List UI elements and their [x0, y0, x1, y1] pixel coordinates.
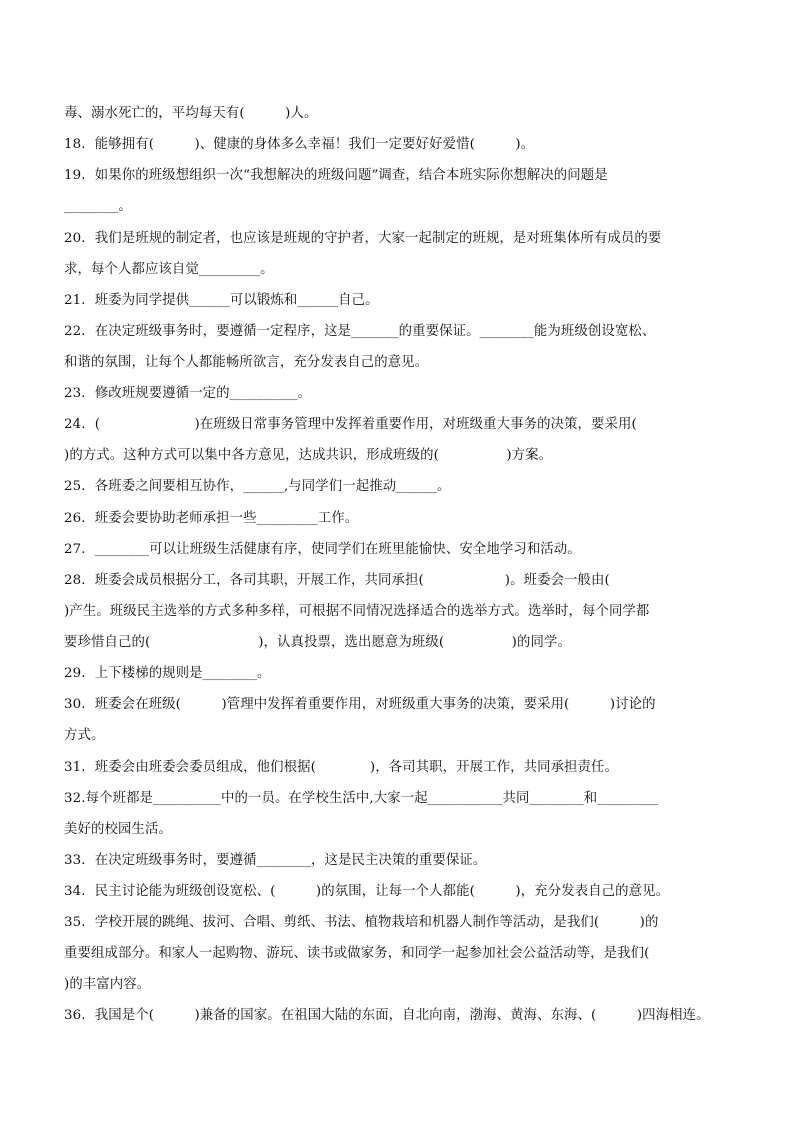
- text-line: 29．上下楼梯的规则是________。: [64, 666, 271, 681]
- text-line: 求，每个人都应该自觉_________。: [64, 262, 274, 277]
- text-line: 34．民主讨论能为班级创设宽松、( )的氛围，让每一个人都能( )，充分发表自己的意见。: [64, 884, 670, 899]
- text-line: 毒、溺水死亡的，平均每天有( )人。: [64, 106, 318, 121]
- text-line: ________。: [64, 199, 132, 214]
- text-line: 25．各班委之间要相互协作，______,与同学们一起推动______。: [64, 479, 451, 494]
- text-line: 19．如果你的班级想组织一次“我想解决的班级问题”调查，结合本班实际你想解决的问题是: [64, 168, 608, 183]
- text-line: )的方式。这种方式可以集中各方意见，达成共识，形成班级的( )方案。: [64, 448, 553, 463]
- text-line: 35．学校开展的跳绳、拔河、合唱、剪纸、书法、植物栽培和机器人制作等活动，是我们( )的: [64, 915, 659, 930]
- text-line: 33．在决定班级事务时，要遵循________，这是民主决策的重要保证。: [64, 853, 487, 868]
- text-line: 26．班委会要协助老师承担一些_________工作。: [64, 511, 359, 526]
- text-line: 24．( )在班级日常事务管理中发挥着重要作用，对班级重大事务的决策，要采用(: [64, 417, 637, 432]
- text-line: 重要组成部分。和家人一起购物、游玩、读书或做家务，和同学一起参加社会公益活动等，是我们(: [64, 946, 650, 961]
- text-line: 18．能够拥有( )、健康的身体多么幸福！我们一定要好好爱惜( )。: [64, 137, 535, 152]
- text-line: 20．我们是班规的制定者，也应该是班规的守护者，大家一起制定的班规，是对班集体所有成员的要: [64, 231, 662, 246]
- text-line: 30．班委会在班级( )管理中发挥着重要作用，对班级重大事务的决策，要采用( )讨论的: [64, 697, 656, 712]
- text-line: 27．________可以让班级生活健康有序，使同学们在班里能愉快、安全地学习和活动。: [64, 542, 581, 557]
- text-line: 36．我国是个( )兼备的国家。在祖国大陆的东面，自北向南，渤海、黄海、东海、( )四海相连。: [64, 1008, 710, 1023]
- text-line: 和谐的氛围，让每个人都能畅所欲言，充分发表自己的意见。: [64, 355, 429, 370]
- text-line: 21．班委为同学提供______可以锻炼和______自己。: [64, 293, 379, 308]
- text-line: 23．修改班规要遵循一定的__________。: [64, 386, 312, 401]
- text-line: 要珍惜自己的( )，认真投票，选出愿意为班级( )的同学。: [64, 635, 571, 650]
- text-line: 22．在决定班级事务时，要遵循一定程序，这是_______的重要保证。________能为班级创设宽松、: [64, 324, 656, 339]
- text-line: 32.每个班都是__________中的一员。在学校生活中,大家一起___________共同________和_________: [64, 791, 659, 806]
- text-line: 28．班委会成员根据分工，各司其职，开展工作，共同承担( )。班委会一般由(: [64, 573, 610, 588]
- text-line: 31．班委会由班委会委员组成，他们根据( )，各司其职，开展工作，共同承担责任。: [64, 760, 619, 775]
- text-line: 方式。: [64, 728, 105, 743]
- text-line: 美好的校园生活。: [64, 822, 172, 837]
- text-line: )的丰富内容。: [64, 977, 151, 992]
- text-line: )产生。班级民主选举的方式多种多样，可根据不同情况选择适合的选举方式。选举时，每个同学都: [64, 604, 650, 619]
